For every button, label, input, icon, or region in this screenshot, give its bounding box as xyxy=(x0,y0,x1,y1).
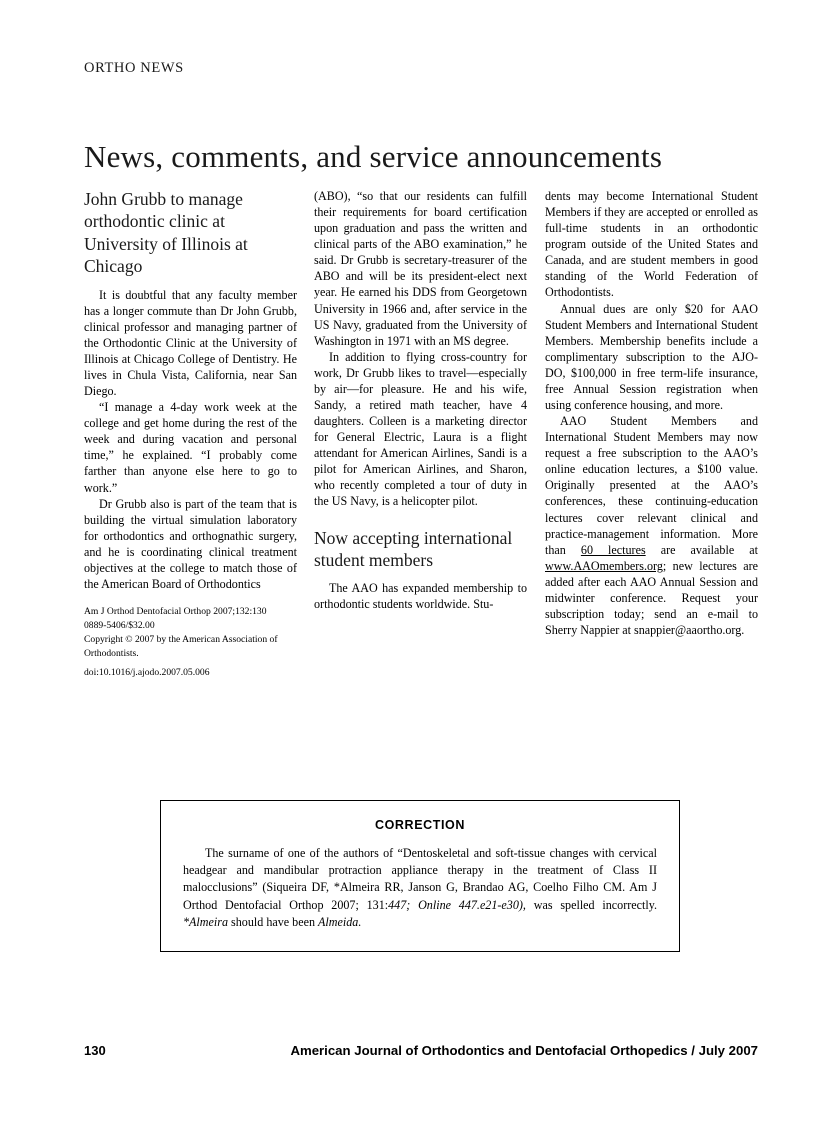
paragraph: Dr Grubb also is part of the team that is building the virtual simulation laboratory for orthodontics and orthognathic surgery, and he is coordinating clinical treatment objectives at the college to match those of the American Board of Orthodontics xyxy=(84,496,297,591)
paragraph-text: are available at xyxy=(645,542,758,557)
correction-text xyxy=(183,845,657,931)
correction-box xyxy=(160,800,680,952)
paragraph: “I manage a 4-day work week at the college and get home during the rest of the week and during vacation and personal time,” he explained. “I probably come farther than anyone else here to go to work.” xyxy=(84,400,297,495)
column-one xyxy=(84,188,297,680)
correction-wrong-name: *Almeira xyxy=(183,914,229,929)
article-body xyxy=(84,188,758,708)
correction-text-part: should have been xyxy=(228,914,319,929)
column-two xyxy=(314,188,527,613)
footnote-doi: doi:10.1016/j.ajodo.2007.05.006 xyxy=(84,666,210,678)
footer-journal-title: American Journal of Orthodontics and Dentofacial Orthopedics / July 2007 xyxy=(290,1043,758,1058)
footnote-copyright: Copyright © 2007 by the American Association of Orthodontists. xyxy=(84,633,278,659)
section-heading-grubb: John Grubb to manage orthodontic clinic at University of Illinois at Chicago xyxy=(84,189,248,277)
section-heading-international-members: Now accepting international student members xyxy=(314,527,513,570)
lectures-link[interactable]: 60 lectures xyxy=(580,542,646,557)
paragraph: dents may become International Student Members if they are accepted or enrolled as full-time students in an orthodontic program outside of the United States and Canada, and are student members in good standing of the World Federation of Orthodontists. xyxy=(545,189,758,300)
footnote-issn: 0889-5406/$32.00 xyxy=(84,619,155,631)
aao-members-website-link[interactable]: www.AAOmembers.org xyxy=(545,558,663,573)
footer-page-number: 130 xyxy=(84,1043,106,1058)
correction-citation-italic: 447; Online 447.e21-e30), xyxy=(388,897,526,912)
correction-right-name: Almeida. xyxy=(318,914,362,929)
paragraph: In addition to flying cross-country for work, Dr Grubb likes to travel—especially by air—for pleasure. He and his wife, Sandy, a retired math teacher, have 4 daughters. Colleen is a marketing director for General Electric, Laura is a flight attendant for American Airlines, Sandi is a pilot for American Airlines, and Sharon, who recently completed a tour of duty in the US Navy, is a helicopter pilot. xyxy=(314,349,527,509)
paragraph: (ABO), “so that our residents can fulfill their requirements for board certification upon graduation and pass the written and clinical parts of the ABO examination,” he said. Dr Grubb is secretary-treasurer of the ABO and will be its president-elect next year. He earned his DDS from Georgetown University in 1966 and, after service in the US Navy, graduated from the University of Washington in 1971 with an MS degree. xyxy=(314,189,527,348)
paragraph-text: AAO Student Members and International Student Members may now request a free subscription to the AAO’s online education lectures, a $100 value. Originally presented at the AAO’s conferences, these continuing-education lectures cover relevant clinical and practice-management information. More than xyxy=(545,414,758,557)
running-head: ORTHO NEWS xyxy=(84,60,184,76)
page-title: News, comments, and service announcements xyxy=(84,138,663,174)
correction-text-part: The surname of one of the authors of “Dentoskeletal and soft-tissue changes with cervical headgear and mandibular protraction appliance therapy in the treatment of Class II malocclusions” (Siqueira DF, *Almeira RR, Janson G, Brandao AG, Coelho Filho CM. Am J Orthod Dentofacial Orthop 2007; 131: xyxy=(183,846,657,912)
footnote-citation: Am J Orthod Dentofacial Orthop 2007;132:130 xyxy=(84,606,267,618)
paragraph: It is doubtful that any faculty member has a longer commute than Dr John Grubb, clinical professor and managing partner of the Orthodontic Clinic at the University of Illinois at Chicago College of Dentistry. He lives in Chula Vista, California, near San Diego. xyxy=(84,287,297,399)
paragraph-with-links xyxy=(545,413,758,638)
article-footnote xyxy=(84,605,297,680)
paragraph: Annual dues are only $20 for AAO Student Members and International Student Members. Membership benefits include a complimentary subscription to the AJO-DO, $100,000 in free term-life insurance, free Annual Session registration when using conference housing, and more. xyxy=(545,301,758,413)
paragraph: The AAO has expanded membership to orthodontic students worldwide. Stu- xyxy=(314,581,527,612)
paragraph-text: ; new lectures are added after each AAO Annual Session and midwinter conference. Request your subscription today; send an e-mail to Sherry Nappier at snappier@aaortho.org. xyxy=(545,558,758,638)
correction-title: CORRECTION xyxy=(374,818,466,832)
correction-text-part: was spelled incorrectly. xyxy=(525,897,657,912)
column-three xyxy=(545,188,758,638)
